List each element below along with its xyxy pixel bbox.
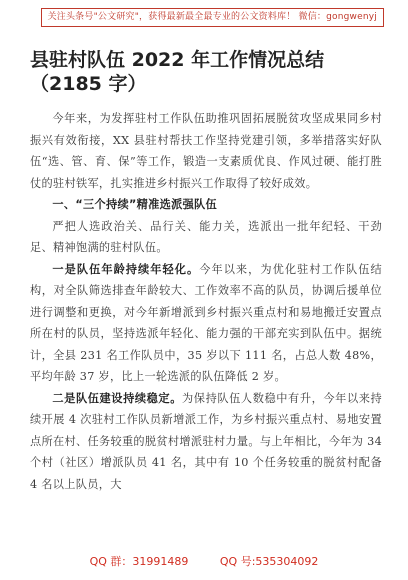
document-title: 县驻村队伍 2022 年工作情况总结（2185 字） — [30, 49, 325, 95]
section-heading — [30, 194, 382, 216]
point-one-lead: 一是队伍年龄持续年轻化。 — [52, 261, 200, 276]
qq-group-text: QQ 群：31991489 — [89, 555, 189, 568]
point-two-text: 为保持队伍人数稳中有升，今年以来持续开展 4 次驻村工作队员新增派工作，为乡村振兴重点村、易地安置点所在村、任务较重的脱贫村增派驻村力量。与上年相比，今年为 34 个村（社区）增派队员 41 名，其中有 10 个任务较重的脱贫村配备 4 名以上队员，大 — [30, 391, 382, 491]
intro-paragraph — [30, 108, 382, 194]
section-heading-text: 一、“三个持续”精准选派强队伍 — [52, 198, 218, 211]
intro-paragraph-text: 今年来，为发挥驻村工作队伍助推巩固拓展脱贫攻坚成果同乡村振兴有效衔接，XX 县驻村帮扶工作坚持党建引领，多举措落实好队伍“选、管、育、保”等工作，锻造一支素质优良、作风过硬、能打胜仗的驻村铁军，扎实推进乡村振兴工作取得了较好成效。 — [30, 112, 382, 190]
section-intro-paragraph — [30, 216, 382, 259]
point-one-paragraph — [30, 259, 382, 388]
section-intro-text: 严把人选政治关、品行关、能力关，选派出一批年纪轻、干劲足、精神饱满的驻村队伍。 — [30, 219, 382, 254]
point-one-text: 今年以来，为优化驻村工作队伍结构，对全队筛选排查年龄较大、工作效率不高的队员，协调后援单位进行调整和更换，对今年新增派到乡村振兴重点村和易地搬迁安置点所在村的队员，坚持选派年轻化、能力强的干部充实到队伍中。据统计，全县 231 名工作队员中，35 岁以下 111 名，占总人数 48%，平均年龄 37 岁，比上一轮选派的队伍降低 2 岁。 — [30, 262, 382, 383]
promo-banner: 关注头条号"公文研究"，获得最新最全最专业的公文资料库！ 微信：gongwenyj — [41, 8, 384, 27]
qq-number-text: QQ 号:535304092 — [219, 555, 319, 568]
document-body — [30, 108, 382, 495]
point-two-lead: 二是队伍建设持续稳定。 — [52, 390, 182, 405]
contact-footer — [0, 555, 408, 569]
point-two-paragraph — [30, 388, 382, 496]
